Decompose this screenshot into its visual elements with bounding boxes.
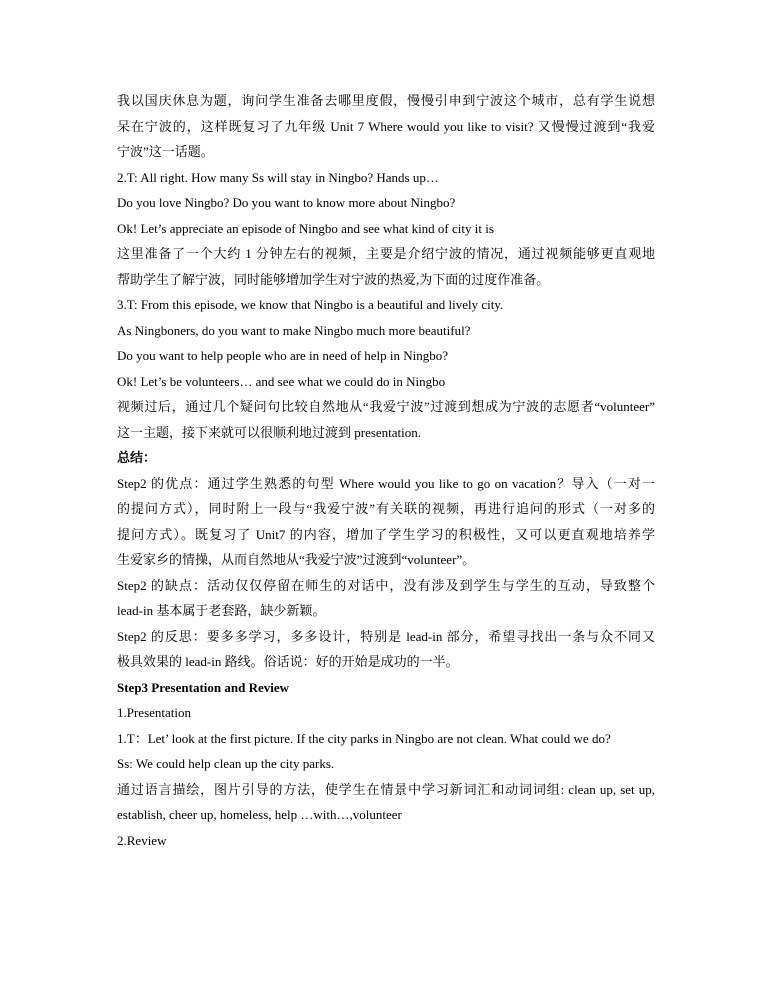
text-line: Do you love Ningbo? Do you want to know more about Ningbo? — [117, 195, 456, 210]
text-line: 提问方式）。既复习了 Unit7 的内容，增加了学生学习的积极性，又可以更直观地培养学 — [117, 526, 655, 542]
text-line: Ss: We could help clean up the city parks. — [117, 756, 335, 771]
text-line: 视频过后，通过几个疑问句比较自然地从“我爱宁波”过渡到想成为宁波的志愿者“volunteer” — [117, 399, 655, 414]
text-line: As Ningboners, do you want to make Ningbo much more beautiful? — [117, 322, 471, 338]
text-line: 1.Presentation — [117, 705, 192, 720]
text-line: 生爱家乡的情操，从而自然地从“我爱宁波”过渡到“volunteer”。 — [117, 552, 476, 567]
text-line: 1.T：Let’ look at the first picture. If the city parks in Ningbo are not clean. What could we do? — [117, 730, 611, 746]
document-body — [117, 88, 655, 853]
text-line: lead-in 基本属于老套路，缺少新颖。 — [117, 603, 326, 618]
text-line: 这一主题，接下来就可以很顺利地过渡到 presentation. — [117, 424, 422, 440]
text-line: 通过语言描绘，图片引导的方法，使学生在情景中学习新词汇和动词词组: clean up, set up, — [117, 781, 655, 797]
text-line: Step2 的缺点：活动仅仅停留在师生的对话中，没有涉及到学生与学生的互动，导致整个 — [117, 577, 655, 593]
text-line: establish, cheer up, homeless, help …with…,volunteer — [117, 807, 402, 822]
text-line: Ok! Let’s appreciate an episode of Ningbo and see what kind of city it is — [117, 220, 494, 236]
text-line: Do you want to help people who are in need of help in Ningbo? — [117, 348, 449, 363]
section-heading: Step3 Presentation and Review — [117, 679, 290, 695]
text-line: 宁波”这一话题。 — [117, 144, 214, 159]
section-heading: 总结： — [117, 450, 157, 465]
text-line: 这里准备了一个大约 1 分钟左右的视频，主要是介绍宁波的情况，通过视频能够更直观地 — [117, 246, 655, 261]
text-line: Step2 的优点：通过学生熟悉的句型 Where would you like to go on vacation？导入（一对一 — [117, 475, 655, 491]
text-line: 3.T: From this episode, we know that Ningbo is a beautiful and lively city. — [117, 297, 504, 312]
text-line: 我以国庆休息为题，询问学生准备去哪里度假，慢慢引申到宁波这个城市，总有学生说想 — [117, 93, 655, 108]
text-line: 2.T: All right. How many Ss will stay in Ningbo? Hands up… — [117, 169, 439, 185]
text-line: 帮助学生了解宁波，同时能够增加学生对宁波的热爱,为下面的过度作准备。 — [117, 271, 550, 287]
text-line: 极具效果的 lead-in 路线。俗话说：好的开始是成功的一半。 — [117, 654, 459, 669]
text-line: Step2 的反思：要多多学习，多多设计，特别是 lead-in 部分，希望寻找出一条与众不同又 — [117, 628, 655, 644]
text-line: 呆在宁波的，这样既复习了九年级 Unit 7 Where would you like to visit? 又慢慢过渡到“我爱 — [117, 118, 655, 134]
text-line: 2.Review — [117, 832, 167, 848]
text-line: 的提问方式），同时附上一段与“我爱宁波”有关联的视频，再进行追问的形式（一对多的 — [117, 501, 655, 516]
text-line: Ok! Let’s be volunteers… and see what we could do in Ningbo — [117, 373, 446, 389]
